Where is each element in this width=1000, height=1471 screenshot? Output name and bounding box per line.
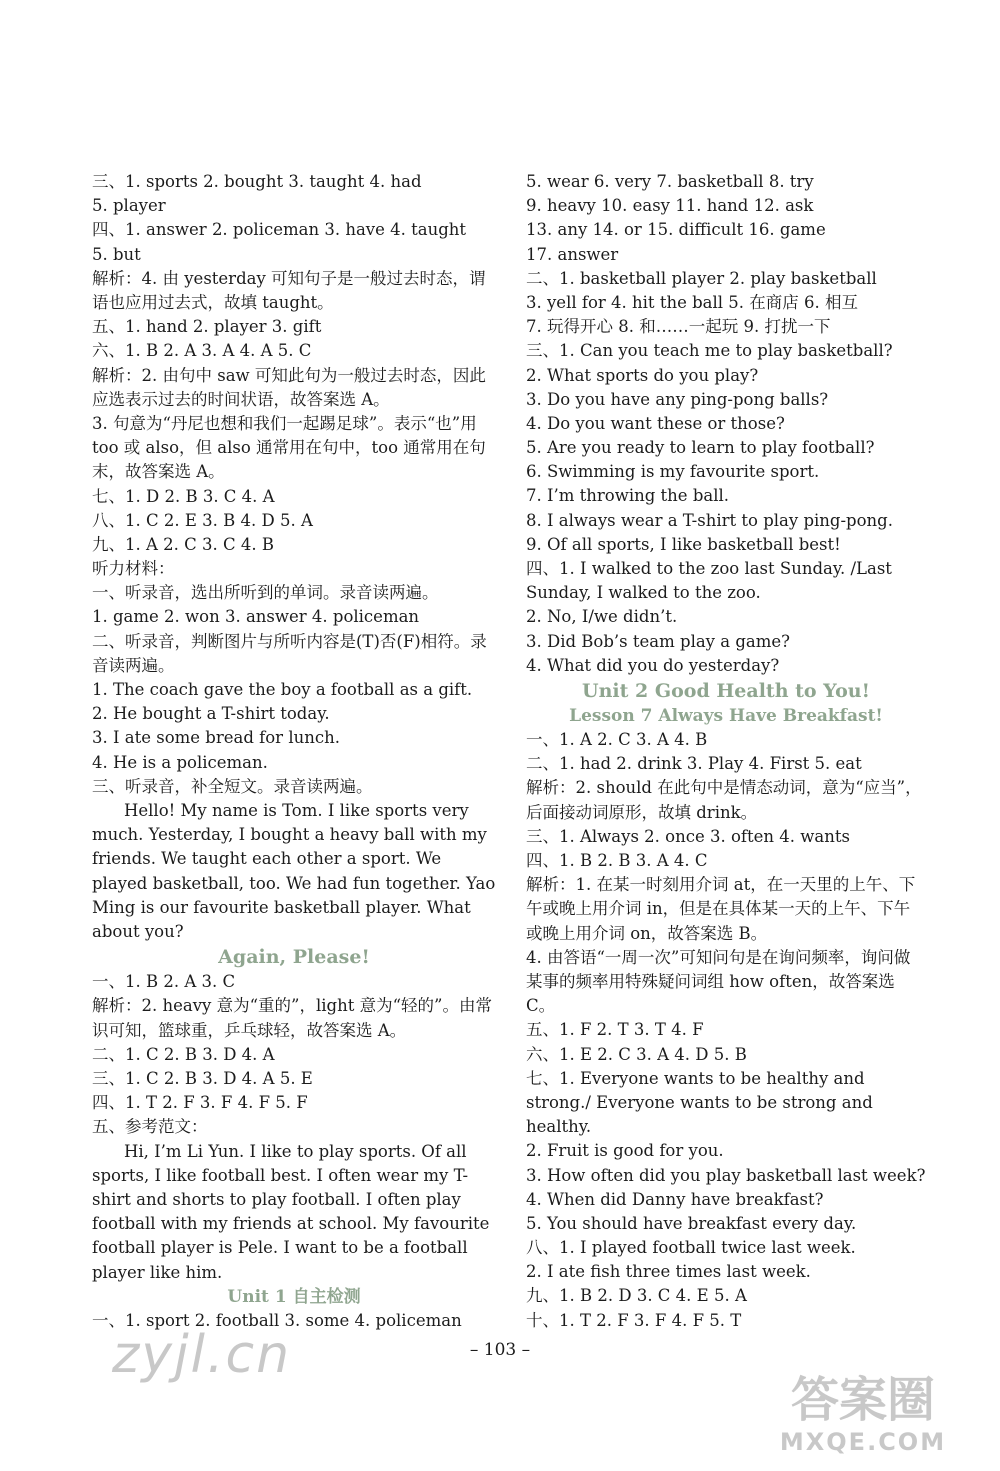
text-line: 三、听录音，补全短文。录音读两遍。 xyxy=(92,776,373,796)
text-line: 一、听录音，选出所听到的单词。录音读两遍。 xyxy=(92,583,439,603)
text-line: 六、1. B 2. A 3. A 4. A 5. C xyxy=(92,341,312,361)
text-line: 二、1. basketball player 2. play basketball xyxy=(526,268,877,288)
text-line: 二、1. had 2. drink 3. Play 4. First 5. eat xyxy=(526,754,862,774)
text-line: 八、1. I played football twice last week. xyxy=(526,1238,856,1258)
text-line: 9. Of all sports, I like basketball best! xyxy=(526,534,841,554)
text-line: 8. I always wear a T-shirt to play ping-pong. xyxy=(526,510,893,530)
text-line: 9. heavy 10. easy 11. hand 12. ask xyxy=(526,196,814,216)
subsection-heading: Lesson 7 Always Have Breakfast! xyxy=(569,705,883,726)
watermark-stamp-title: 答案圈 xyxy=(790,1372,935,1428)
text-paragraph: 解析：2. should 在此句中是情态动词，意为“应当”，后面接动词原形，故填 drink。 xyxy=(526,778,922,822)
text-paragraph: 七、1. Everyone wants to be healthy and strong./ Everyone wants to be strong and healthy. xyxy=(526,1068,873,1137)
text-line: 3. yell for 4. hit the ball 5. 在商店 6. 相互 xyxy=(526,292,858,312)
text-line: 一、1. A 2. C 3. A 4. B xyxy=(526,729,708,749)
text-paragraph: 解析：2. heavy 意为“重的”，light 意为“轻的”。由常识可知，篮球重，乒乓球轻，故答案选 A。 xyxy=(92,996,492,1040)
watermark-stamp-url: MXQE.COM xyxy=(779,1428,947,1456)
text-line: 一、1. B 2. A 3. C xyxy=(92,972,236,992)
text-paragraph: 解析：2. 由句中 saw 可知此句为一般过去时态，因此应选表示过去的时间状语，故答案选 A。 xyxy=(92,365,486,409)
text-line: 3. Did Bob’s team play a game? xyxy=(526,631,790,651)
text-line: 13. any 14. or 15. difficult 16. game xyxy=(526,220,826,240)
text-line: 3. I ate some bread for lunch. xyxy=(92,728,340,748)
text-paragraph: Hello! My name is Tom. I like sports very much. Yesterday, I bought a heavy ball with my friends. We taught each other a sport. We played basketball, too. We had fun together. Yao Ming is our favourite basketball player. What about you? xyxy=(92,801,496,942)
text-line: 十、1. T 2. F 3. F 4. F 5. T xyxy=(526,1310,742,1330)
section-heading: Again, Please! xyxy=(218,946,370,969)
text-line: 1. game 2. won 3. answer 4. policeman xyxy=(92,607,420,627)
text-paragraph: 解析：1. 在某一时刻用介词 at，在一天里的上午、下午或晚上用介词 in，但是在具体某一天的上午、下午或晚上用介词 on，故答案选 B。 xyxy=(526,875,916,943)
text-line: 17. answer xyxy=(526,244,619,264)
text-line: 五、1. F 2. T 3. T 4. F xyxy=(526,1020,704,1040)
watermark-stamp xyxy=(758,1372,968,1456)
text-line: 5. player xyxy=(92,196,166,216)
text-line: 八、1. C 2. E 3. B 4. D 5. A xyxy=(92,510,313,530)
text-line: 四、1. T 2. F 3. F 4. F 5. F xyxy=(92,1093,308,1113)
text-paragraph: 4. 由答语“一周一次”可知问句是在询问频率，询问做某事的频率用特殊疑问词组 how often，故答案选 C。 xyxy=(526,947,911,1016)
text-line: 4. He is a policeman. xyxy=(92,752,268,772)
text-line: 2. I ate fish three times last week. xyxy=(526,1262,811,1282)
text-line: 5. Are you ready to learn to play football? xyxy=(526,438,875,458)
text-line: 一、1. sport 2. football 3. some 4. policeman xyxy=(92,1310,462,1330)
text-paragraph: 四、1. I walked to the zoo last Sunday. /Last Sunday, I walked to the zoo. xyxy=(526,559,892,603)
text-line: 5. You should have breakfast every day. xyxy=(526,1213,857,1233)
text-line: 三、1. sports 2. bought 3. taught 4. had xyxy=(92,172,422,191)
text-line: 三、1. C 2. B 3. D 4. A 5. E xyxy=(92,1069,313,1089)
text-line: 四、1. B 2. B 3. A 4. C xyxy=(526,850,708,870)
text-line: 三、1. Can you teach me to play basketball? xyxy=(526,341,893,361)
text-line: 4. What did you do yesterday? xyxy=(526,655,780,675)
text-line: 2. Fruit is good for you. xyxy=(526,1141,724,1161)
right-column xyxy=(526,170,926,1333)
text-line: 五、参考范文： xyxy=(92,1117,208,1137)
text-line: 2. No, I/we didn’t. xyxy=(526,607,678,627)
text-paragraph: 3. 句意为“丹尼也想和我们一起踢足球”。表示“也”用 too 或 also，但 also 通常用在句中，too 通常用在句末，故答案选 A。 xyxy=(92,413,486,482)
text-line: 四、1. answer 2. policeman 3. have 4. taught xyxy=(92,220,467,240)
text-line: 九、1. A 2. C 3. C 4. B xyxy=(92,534,274,554)
text-line: 7. 玩得开心 8. 和……一起玩 9. 打扰一下 xyxy=(526,317,831,337)
page-number: – 103 – xyxy=(469,1340,531,1360)
text-line: 3. How often did you play basketball last week? xyxy=(526,1165,926,1185)
text-line: 5. wear 6. very 7. basketball 8. try xyxy=(526,172,814,191)
text-line: 7. I’m throwing the ball. xyxy=(526,486,730,506)
text-line: 七、1. D 2. B 3. C 4. A xyxy=(92,486,275,506)
text-line: 6. Swimming is my favourite sport. xyxy=(526,462,820,482)
text-line: 六、1. E 2. C 3. A 4. D 5. B xyxy=(526,1044,747,1064)
text-paragraph: 解析：4. 由 yesterday 可知句子是一般过去时态，谓语也应用过去式，故填 taught。 xyxy=(92,268,486,312)
subsection-heading: Unit 1 自主检测 xyxy=(227,1286,361,1307)
text-line: 听力材料： xyxy=(92,559,175,579)
text-paragraph: Hi, I’m Li Yun. I like to play sports. Of all sports, I like football best. I often wear my T-shirt and shorts to play football. I often play football with my friends at school. My favourite football player is Pele. I want to be a football player like him. xyxy=(92,1141,490,1282)
watermark-logo: zyjl.cn xyxy=(112,1325,292,1385)
text-line: 3. Do you have any ping-pong balls? xyxy=(526,389,829,409)
text-line: 4. When did Danny have breakfast? xyxy=(526,1189,824,1209)
text-line: 2. He bought a T-shirt today. xyxy=(92,704,330,724)
text-paragraph: 二、听录音，判断图片与所听内容是(T)否(F)相符。录音读两遍。 xyxy=(92,631,487,675)
text-line: 2. What sports do you play? xyxy=(526,365,759,385)
text-line: 4. Do you want these or those? xyxy=(526,413,785,433)
text-line: 二、1. C 2. B 3. D 4. A xyxy=(92,1044,275,1064)
text-line: 1. The coach gave the boy a football as a gift. xyxy=(92,680,473,700)
text-line: 5. but xyxy=(92,244,141,264)
text-line: 九、1. B 2. D 3. C 4. E 5. A xyxy=(526,1286,747,1306)
section-heading: Unit 2 Good Health to You! xyxy=(582,679,870,702)
text-line: 五、1. hand 2. player 3. gift xyxy=(92,317,322,337)
text-line: 三、1. Always 2. once 3. often 4. wants xyxy=(526,826,850,846)
left-column xyxy=(92,170,496,1333)
